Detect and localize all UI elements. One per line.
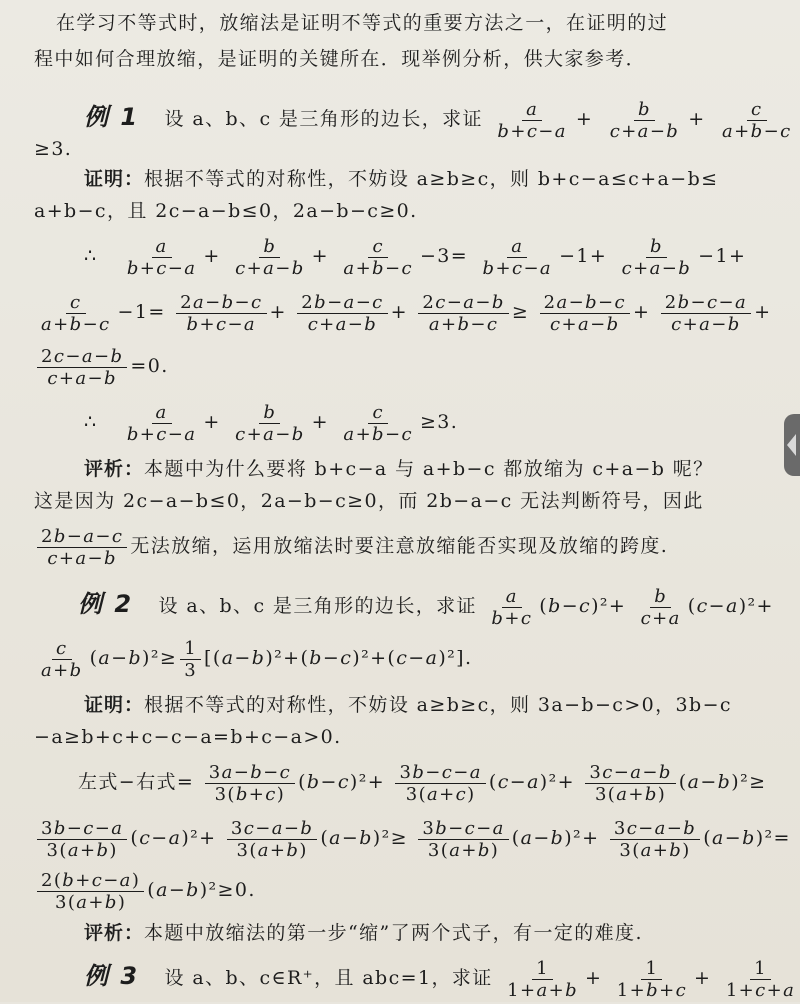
example1-statement: 例 1 设 a、b、c 是三角形的边长，求证 $\frac{a}{b+c-a}$ + $\frac{b}{c+a-b}$ + $\frac{c}{a+b-c}$ bbox=[84, 98, 792, 142]
example1-comment-line-3: $\frac{2b-a-c}{c+a-b}$ 无法放缩，运用放缩法时要注意放缩能否实现及放缩的跨度. bbox=[34, 520, 778, 572]
example1-proof-line-2: a+b−c，且 2c−a−b≤0，2a−b−c≥0. bbox=[34, 200, 418, 222]
example2-step-2: $\frac{3b-c-a}{3(a+b)}$ (c−a)²+ $\frac{3c-a-b}{3(a+b)}$ (a−b)²≥ $\frac{3b-c-a}{3(a+b)}$ (a−b)²+ $\frac{3c-a-b}{3(a+b)}$ (a−b)²= bbox=[34, 810, 778, 866]
example3-label: 例 3 bbox=[84, 962, 140, 990]
example2-proof-line-1: 证明：根据不等式的对称性，不妨设 a≥b≥c，则 3a−b−c>0，3b−c bbox=[84, 694, 732, 716]
example1-comment-line-2: 这是因为 2c−a−b≤0，2a−b−c≥0，而 2b−a−c 无法判断符号，因此 bbox=[34, 490, 704, 512]
example3-statement: 例 3 设 a、b、c∈R⁺，且 abc=1，求证 $\frac{1}{1+a+b}$ + $\frac{1}{1+b+c}$ + $\frac{1}{1+c+a}$ bbox=[84, 957, 796, 1001]
example1-step-3: $\frac{2c-a-b}{c+a-b}$ =0. bbox=[34, 340, 778, 392]
example1-label: 例 1 bbox=[84, 103, 140, 131]
example1-proof-line-1: 证明：根据不等式的对称性，不妨设 a≥b≥c，则 b+c−a≤c+a−b≤ bbox=[84, 168, 719, 190]
comment-label: 评析： bbox=[84, 458, 145, 480]
example2-statement: 例 2 设 a、b、c 是三角形的边长，求证 $\frac{a}{b+c}$ (b−c)²+ $\frac{b}{c+a}$ (c−a)²+ bbox=[78, 585, 774, 629]
example2-proof-line-2: −a≥b+c+c−c−a=b+c−a>0. bbox=[34, 726, 342, 748]
example2-label: 例 2 bbox=[78, 590, 134, 618]
example1-step-1: ∴ $\frac{a}{b+c-a}$ + $\frac{b}{c+a-b}$ + $\frac{c}{a+b-c}$ −3= $\frac{a}{b+c-a}$ −1+ $\frac{b}{c+a-b}$ −1+ bbox=[84, 235, 747, 279]
example1-conclusion: ∴ $\frac{a}{b+c-a}$ + $\frac{b}{c+a-b}$ + $\frac{c}{a+b-c}$ ≥3. bbox=[84, 401, 459, 445]
proof-label: 证明： bbox=[84, 168, 145, 190]
example1-statement-tail: ≥3. bbox=[34, 138, 73, 160]
example1-statement-text: 设 a、b、c 是三角形的边长，求证 bbox=[164, 108, 483, 130]
example2-step-3: $\frac{2(b+c-a)}{3(a+b)}$ (a−b)²≥0. bbox=[34, 862, 778, 918]
example1-comment-line-1: 评析：本题中为什么要将 b+c−a 与 a+b−c 都放缩为 c+a−b 呢？ bbox=[84, 458, 714, 480]
intro-line-1: 在学习不等式时，放缩法是证明不等式的重要方法之一，在证明的过 bbox=[56, 12, 669, 34]
example1-step-2: $\frac{c}{a+b-c}$ −1= $\frac{2a-b-c}{b+c-a}$ + $\frac{2b-a-c}{c+a-b}$ + $\frac{2c-a-b}{a+b-c}$ ≥ $\frac{2a-b-c}{c+a-b}$ + $\frac{2b-c-a}{c+a-b}$ + bbox=[41, 291, 772, 335]
example2-statement-cont: $\frac{c}{a+b}$ (a−b)²≥ $\frac{1}{3}$ [(a−b)²+(b−c)²+(c−a)²]. bbox=[41, 637, 473, 681]
page-turn-tab[interactable] bbox=[784, 414, 800, 476]
example2-comment: 评析：本题中放缩法的第一步“缩”了两个式子，有一定的难度. bbox=[84, 922, 643, 944]
intro-line-2: 程中如何合理放缩，是证明的关键所在．现举例分析，供大家参考． bbox=[34, 48, 647, 70]
example2-step-1: 左式−右式= $\frac{3a-b-c}{3(b+c)}$ (b−c)²+ $\frac{3b-c-a}{3(a+c)}$ (c−a)²+ $\frac{3c-a-b}{3(a+b)}$ (a−b)²≥ bbox=[78, 761, 767, 805]
